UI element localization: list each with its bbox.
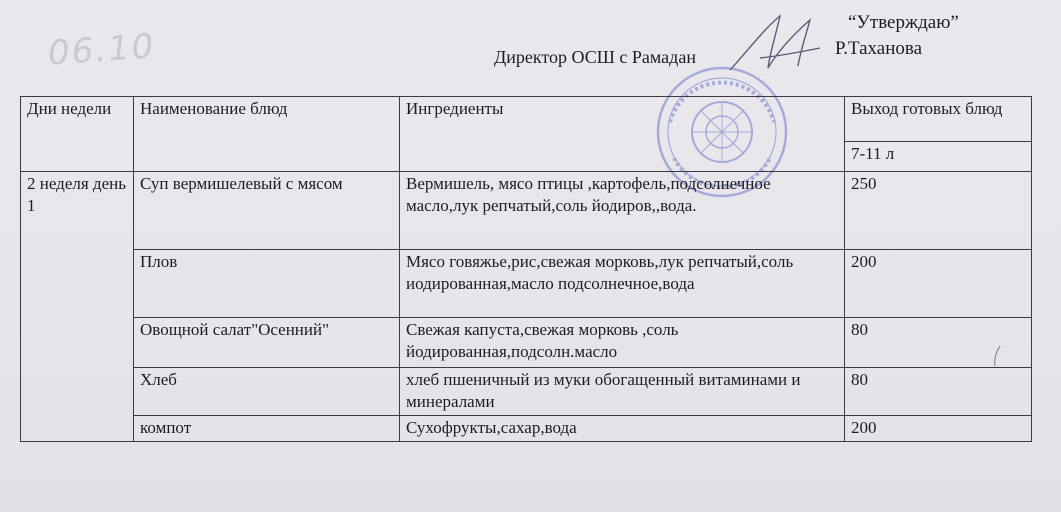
menu-table — [20, 96, 1032, 442]
table-row — [21, 416, 1032, 442]
ingredients-cell: Мясо говяжье,рис,свежая морковь,лук репчатый,соль иодированная,масло подсолнечное,вода — [400, 250, 845, 318]
dish-cell: Суп вермишелевый с мясом — [134, 172, 400, 250]
table-row — [21, 172, 1032, 250]
header-dish: Наименование блюд — [134, 97, 400, 172]
output-cell: 200 — [845, 250, 1032, 318]
day-cell: 2 неделя день 1 — [21, 172, 134, 442]
header-days: Дни недели — [21, 97, 134, 172]
header-age: 7-11 л — [845, 142, 1032, 172]
ingredients-cell: хлеб пшеничный из муки обогащенный витаминами и минералами — [400, 368, 845, 416]
ingredients-cell: Свежая капуста,свежая морковь ,соль йодированная,подсолн.масло — [400, 318, 845, 368]
output-cell: 80 — [845, 368, 1032, 416]
header-output: Выход готовых блюд — [845, 97, 1032, 142]
output-cell: 200 — [845, 416, 1032, 442]
director-name: Р.Таханова — [835, 38, 923, 59]
dish-cell: Плов — [134, 250, 400, 318]
ingredients-cell: Сухофрукты,сахар,вода — [400, 416, 845, 442]
header-ingredients: Ингредиенты — [400, 97, 845, 172]
output-cell: 80 — [845, 318, 1032, 368]
table-row — [21, 250, 1032, 318]
dish-cell: Овощной салат"Осенний" — [134, 318, 400, 368]
table-header-row — [21, 97, 1032, 142]
dish-cell: компот — [134, 416, 400, 442]
ingredients-cell: Вермишель, мясо птицы ,картофель,подсолнечное масло,лук репчатый,соль йодиров,,вода. — [400, 172, 845, 250]
table-row — [21, 318, 1032, 368]
director-title: Директор ОСШ с Рамадан — [494, 47, 696, 67]
approve-label: “Утверждаю” — [848, 12, 959, 33]
table-row — [21, 368, 1032, 416]
dish-cell: Хлеб — [134, 368, 400, 416]
output-cell: 250 — [845, 172, 1032, 250]
handwritten-date: 06.10 — [46, 26, 157, 74]
pencil-mark-icon — [990, 344, 1004, 368]
